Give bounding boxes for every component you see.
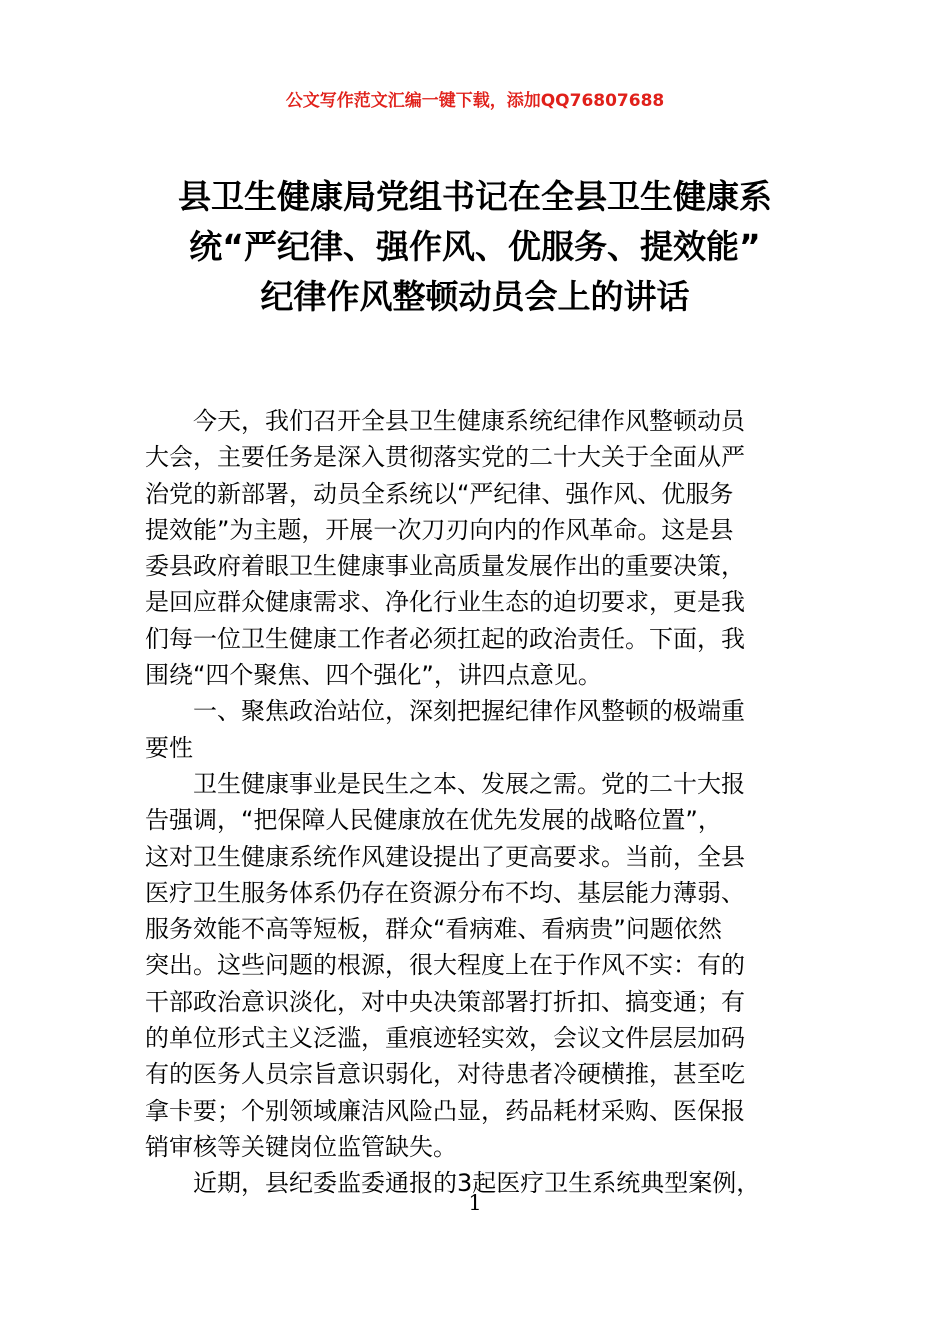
page-number: 1	[468, 1191, 482, 1215]
body-line: 近期，县纪委监委通报的3起医疗卫生系统典型案例，	[193, 1169, 761, 1198]
body-line: 提效能”为主题，开展一次刀刃向内的作风革命。这是县	[145, 515, 734, 544]
body-line: 拿卡要；个别领域廉洁风险凸显，药品耗材采购、医保报	[145, 1096, 745, 1125]
body-line: 今天，我们召开全县卫生健康系统纪律作风整顿动员	[193, 407, 745, 435]
body-line: 是回应群众健康需求、净化行业生态的迫切要求，更是我	[145, 588, 745, 617]
body-line: 们每一位卫生健康工作者必须扛起的政治责任。下面，我	[145, 624, 745, 653]
body-line: 卫生健康事业是民生之本、发展之需。党的二十大报	[193, 769, 745, 798]
document-title	[120, 172, 830, 322]
body-line: 大会，主要任务是深入贯彻落实党的二十大关于全面从严	[145, 443, 745, 472]
body-line: 的单位形式主义泛滥，重痕迹轻实效，会议文件层层加码	[145, 1024, 745, 1053]
body-line: 这对卫生健康系统作风建设提出了更高要求。当前，全县	[145, 842, 745, 871]
title-line: 县卫生健康局党组书记在全县卫生健康系	[178, 177, 772, 216]
body-line: 干部政治意识淡化，对中央决策部署打折扣、搞变通；有	[145, 987, 745, 1016]
speech-body	[145, 403, 810, 1202]
body-line: 突出。这些问题的根源，很大程度上在于作风不实：有的	[145, 951, 745, 980]
body-line: 医疗卫生服务体系仍存在资源分布不均、基层能力薄弱、	[145, 878, 745, 907]
title-line: 纪律作风整顿动员会上的讲话	[260, 277, 690, 316]
body-line: 告强调，“把保障人民健康放在优先发展的战略位置”，	[145, 806, 722, 835]
body-line: 有的医务人员宗旨意识弱化，对待患者冷硬横推，甚至吃	[145, 1060, 745, 1089]
body-line: 围绕“四个聚焦、四个强化”，讲四点意见。	[145, 661, 602, 690]
body-line: 销审核等关键岗位监管缺失。	[145, 1132, 457, 1161]
body-line: 服务效能不高等短板，群众“看病难、看病贵”问题依然	[145, 915, 722, 944]
body-line: 治党的新部署，动员全系统以“严纪律、强作风、优服务	[145, 479, 734, 508]
download-banner: 公文写作范文汇编一键下载，添加QQ76807688	[285, 91, 665, 111]
section-heading-line: 要性	[145, 733, 193, 762]
section-heading-line: 一、聚焦政治站位，深刻把握纪律作风整顿的极端重	[193, 697, 745, 726]
body-line: 委县政府着眼卫生健康事业高质量发展作出的重要决策，	[145, 552, 745, 581]
title-line: 统“严纪律、强作风、优服务、提效能”	[189, 227, 761, 266]
